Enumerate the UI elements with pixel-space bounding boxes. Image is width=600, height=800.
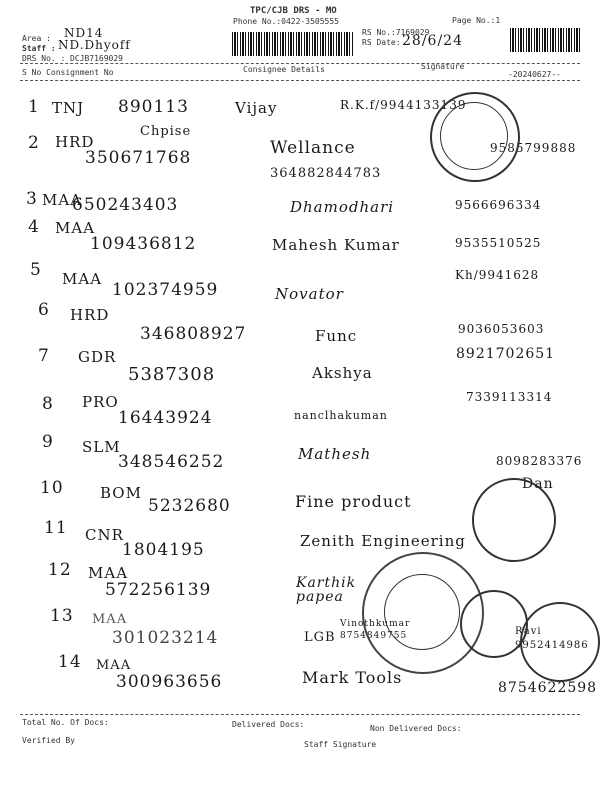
staff-signature-label: Staff Signature	[304, 740, 377, 749]
row-9-num: 9	[42, 432, 54, 452]
row-6-consignee: Func	[315, 327, 358, 345]
row-14-consignment: 300963656	[116, 672, 223, 692]
row-13-signature: Vinothkumar 8754849755	[340, 619, 411, 641]
row-14-consignee: Mark Tools	[302, 668, 403, 687]
row-2-note: Chpise	[140, 124, 192, 139]
row-7-num: 7	[38, 346, 50, 366]
drs-no-label: DRS No. :	[22, 54, 66, 63]
row-5-code: MAA	[62, 270, 103, 288]
doc-title: TPC/CJB DRS - MO	[250, 6, 337, 16]
row-11-code: CNR	[85, 526, 124, 544]
row-3-code: MAA	[42, 191, 83, 209]
date-stamp	[460, 590, 528, 658]
row-14-code: MAA	[96, 658, 132, 673]
company-stamp-top-inner	[440, 102, 508, 170]
rs-number: RS No.:7169029	[362, 28, 430, 37]
row-10-consignee: Fine product	[295, 492, 412, 511]
total-docs-label: Total No. Of Docs:	[22, 718, 109, 727]
row-10-signature: Dan	[522, 476, 554, 492]
row-8-consignment: 16443924	[118, 408, 213, 428]
row-11-consignee: Zenith Engineering	[300, 532, 466, 550]
phone-number: Phone No.:0422-3505555	[233, 17, 339, 26]
row-4-code: MAA	[55, 219, 96, 237]
row-5-num: 5	[30, 260, 42, 280]
header-divider-top	[20, 63, 580, 64]
col-sno: S No Consignment No	[22, 68, 114, 77]
row-1-signature: R.K.f/9944133139	[340, 98, 467, 112]
row-4-num: 4	[28, 217, 40, 237]
row-7-code: GDR	[78, 348, 117, 366]
row-2-consignment: 350671768	[85, 148, 192, 168]
row-5-consignment: 102374959	[112, 280, 219, 300]
row-3-consignment: 650243403	[72, 195, 179, 215]
row-1-num: 1	[28, 97, 40, 117]
row-8-num: 8	[42, 394, 54, 414]
row-8-signature: 7339113314	[466, 390, 553, 404]
row-3-num: 3	[26, 189, 38, 209]
staff-value: ND.Dhyoff	[58, 38, 131, 52]
row-6-num: 6	[38, 300, 50, 320]
row-2-consignee: Wellance	[270, 138, 356, 158]
row-3-consignee: Dhamodhari	[290, 198, 395, 216]
row-13-consignee: LGB	[304, 630, 336, 645]
row-11-consignment: 1804195	[122, 540, 205, 560]
row-14-num: 14	[58, 652, 82, 672]
row-8-code: PRO	[82, 393, 119, 411]
row-9-signature: 8098283376	[496, 454, 583, 468]
row-9-consignee: Mathesh	[298, 445, 372, 463]
row-7-consignment: 5387308	[128, 364, 216, 385]
row-8-consignee: nanclhakuman	[294, 409, 388, 422]
footer-divider	[20, 714, 580, 715]
row-12-num: 12	[48, 560, 72, 580]
row-5-signature: Kh/9941628	[455, 268, 540, 282]
row-12-signature: Ravi 9952414986	[515, 626, 589, 651]
row-4-consignee: Mahesh Kumar	[272, 236, 400, 254]
row-10-code: BOM	[100, 484, 142, 502]
row-7-signature: 8921702651	[456, 346, 556, 362]
row-13-consignment: 301023214	[112, 628, 219, 648]
row-2-signature: 9585799888	[490, 141, 577, 155]
row-1-consignee: Vijay	[235, 99, 278, 117]
row-6-signature: 9036053603	[458, 322, 545, 336]
row-4-signature: 9535510525	[455, 236, 542, 250]
rs-date-value: 28/6/24	[402, 33, 463, 49]
header-divider-bottom	[20, 80, 580, 81]
delivered-docs-label: Delivered Docs:	[232, 720, 305, 729]
receipt-stamp-inner	[384, 574, 460, 650]
rs-date-label: RS Date:	[362, 38, 401, 47]
area-label: Area :	[22, 34, 51, 43]
row-2-num: 2	[28, 133, 40, 153]
row-10-consignment: 5232680	[148, 496, 231, 516]
non-delivered-docs-label: Non Delivered Docs:	[370, 724, 462, 733]
marin-stamp	[520, 602, 600, 682]
barcode-side	[510, 28, 582, 52]
row-4-consignment: 109436812	[90, 234, 197, 254]
col-consignee: Consignee Details	[243, 65, 325, 74]
row-11-num: 11	[44, 518, 68, 538]
row-1-code: TNJ	[52, 99, 85, 117]
row-14-signature: 8754622598	[498, 680, 598, 696]
row-9-code: SLM	[82, 438, 121, 456]
row-12-consignment: 572256139	[105, 580, 212, 600]
drs-no-value: DCJB7169029	[70, 54, 123, 63]
page-number: Page No.:1	[452, 16, 501, 25]
row-5-consignee: Novator	[275, 285, 344, 303]
row-6-consignment: 346808927	[140, 324, 247, 344]
row-13-code: MAA	[92, 612, 128, 627]
row-12-consignee: Karthik papea	[296, 575, 357, 605]
round-stamp-mid	[472, 478, 556, 562]
row-6-code: HRD	[70, 306, 110, 324]
staff-label: Staff :	[22, 44, 56, 53]
row-3-signature: 9566696334	[455, 198, 542, 212]
col-signature: Signature	[421, 62, 465, 71]
verified-by-label: Verified By	[22, 736, 75, 745]
row-2-ref: 364882844783	[270, 166, 382, 181]
row-1-consignment: 890113	[118, 97, 189, 117]
row-2-code: HRD	[55, 133, 95, 151]
area-value: ND14	[64, 26, 104, 40]
row-9-consignment: 348546252	[118, 452, 225, 472]
row-10-num: 10	[40, 478, 64, 498]
row-7-consignee: Akshya	[312, 364, 373, 382]
barcode-main	[232, 32, 354, 56]
row-13-num: 13	[50, 606, 74, 626]
date-code: -20240627--	[508, 70, 561, 79]
row-12-code: MAA	[88, 564, 129, 582]
